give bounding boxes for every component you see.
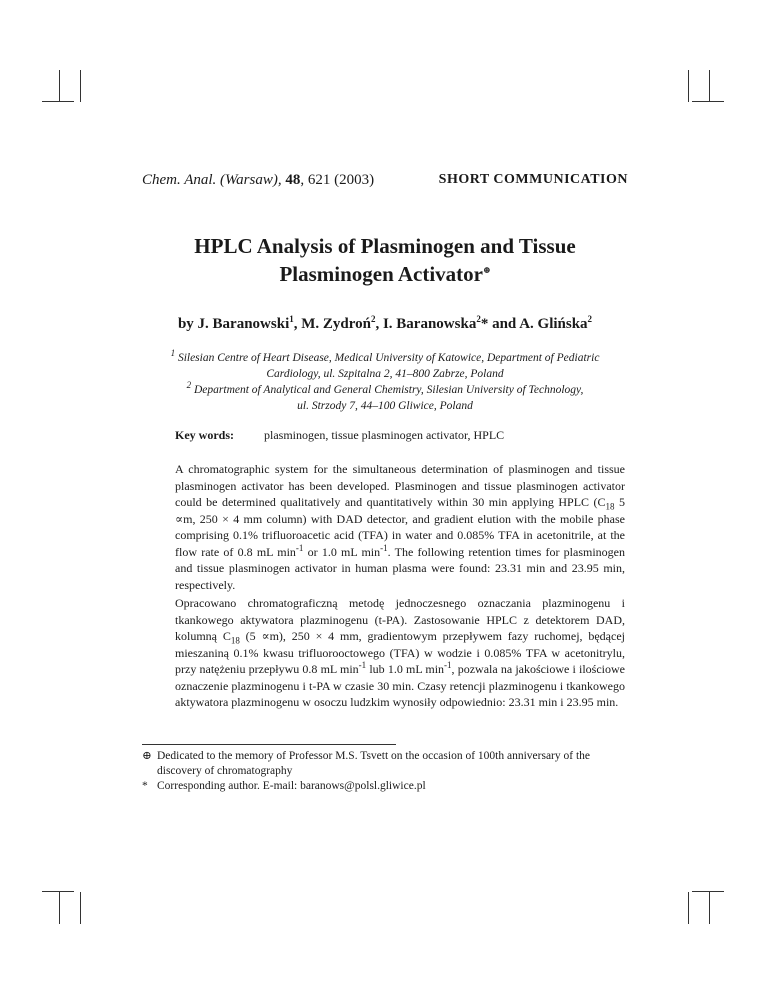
title-line-1: HPLC Analysis of Plasminogen and Tissue — [194, 234, 576, 258]
article-title — [142, 232, 628, 288]
affiliation-line: Cardiology, ul. Szpitalna 2, 41–800 Zabrze, Poland — [266, 368, 504, 380]
abstract-polish: Opracowano chromatograficzną metodę jednoczesnego oznaczania plazminogenu i tkankowego aktywatora plazminogenu (t-PA). Zastosowanie HPLC z detektorem DAD, kolumną $C_{18}$ (5 ∝m), 250 × 4 mm, gradientowym przepływem fazy ruchomej, będącej mieszaniną 0.1% kwasu trifluorooctowego (TFA) w wodzie i 0.085% TFA w acetonitrylu, przy natężeniu przepływu 0.8 mL $\min^{-1}$ lub 1.0 mL $\min^{-1}$, pozwala na jakościowe i ilościowe oznaczenie plazminogenu i t-PA w czasie 30 min. Czasy retencji plazminogenu i tkankowego aktywatora plazminogenu w osoczu ludzkim wynosiły odpowiednio: 23.31 min i 23.95 min. — [175, 596, 625, 709]
crop-mark — [42, 891, 74, 892]
footnote: ⊕ Dedicated to the memory of Professor M.S. Tsvett on the occasion of 100th anniversary of the discovery of chromatography — [142, 750, 591, 777]
footnote: * Corresponding author. E-mail: baranows@polsl.gliwice.pl — [142, 780, 426, 792]
affiliation-line: $^2$ Department of Analytical and General Chemistry, Silesian University of Technology, — [186, 380, 584, 396]
author: M. Zydroń$^2$, — [301, 314, 383, 332]
journal-volume: 48 — [285, 172, 301, 188]
crop-mark — [709, 892, 710, 924]
section-label: SHORT COMMUNICATION — [438, 172, 628, 187]
keywords-value: plasminogen, tissue plasminogen activator, HPLC — [264, 428, 505, 442]
journal-citation — [142, 172, 374, 189]
journal-pages-year: , 621 (2003) — [300, 172, 375, 188]
title-line-2: Plasminogen Activator⊕ — [279, 262, 491, 286]
dedication-mark: ⊕ — [483, 265, 491, 275]
affiliations — [142, 350, 628, 414]
crop-mark — [692, 891, 724, 892]
crop-mark — [709, 70, 710, 102]
keywords-label: Key words: — [175, 428, 234, 442]
crop-mark — [59, 70, 60, 102]
footnote-divider — [142, 744, 396, 745]
affiliation-line: $^1$ Silesian Centre of Heart Disease, Medical University of Katowice, Department of Pediatric — [170, 348, 600, 364]
author: I. Baranowska$^2$* and — [382, 314, 520, 332]
journal-name: Chem. Anal. (Warsaw), — [142, 172, 282, 188]
author: J. Baranowski$^1$, — [197, 314, 302, 332]
affiliation-line: ul. Strzody 7, 44–100 Gliwice, Poland — [297, 400, 473, 412]
author: A. Glińska$^2$ — [519, 314, 593, 332]
crop-mark — [688, 892, 689, 924]
crop-mark — [59, 892, 60, 924]
authors-prefix: by — [177, 316, 198, 332]
footnotes — [142, 749, 628, 794]
crop-mark — [80, 892, 81, 924]
crop-mark — [692, 101, 724, 102]
crop-mark — [688, 70, 689, 102]
abstract-english: A chromatographic system for the simultaneous determination of plasminogen and tissue plasminogen activator has been developed. Plasminogen and tissue plasminogen activator could be determined qualitatively and quantitatively within 30 min applying HPLC ($C_{18}$ 5 ∝m, 250 × 4 mm column) with DAD detector, and gradient elution with the mobile phase comprising 0.1% trifluoroacetic acid (TFA) in water and 0.085% TFA in acetonitrile, at the flow rate of 0.8 mL $\min^{-1}$ or 1.0 mL $\min^{-1}$. The following retention times for plasminogen and tissue plasminogen activator in human plasma were found: 23.31 min and 23.95 min, respectively. — [175, 462, 625, 592]
running-header — [142, 172, 628, 192]
crop-mark — [80, 70, 81, 102]
crop-mark — [42, 101, 74, 102]
author-list — [142, 316, 628, 333]
keywords — [175, 428, 625, 443]
